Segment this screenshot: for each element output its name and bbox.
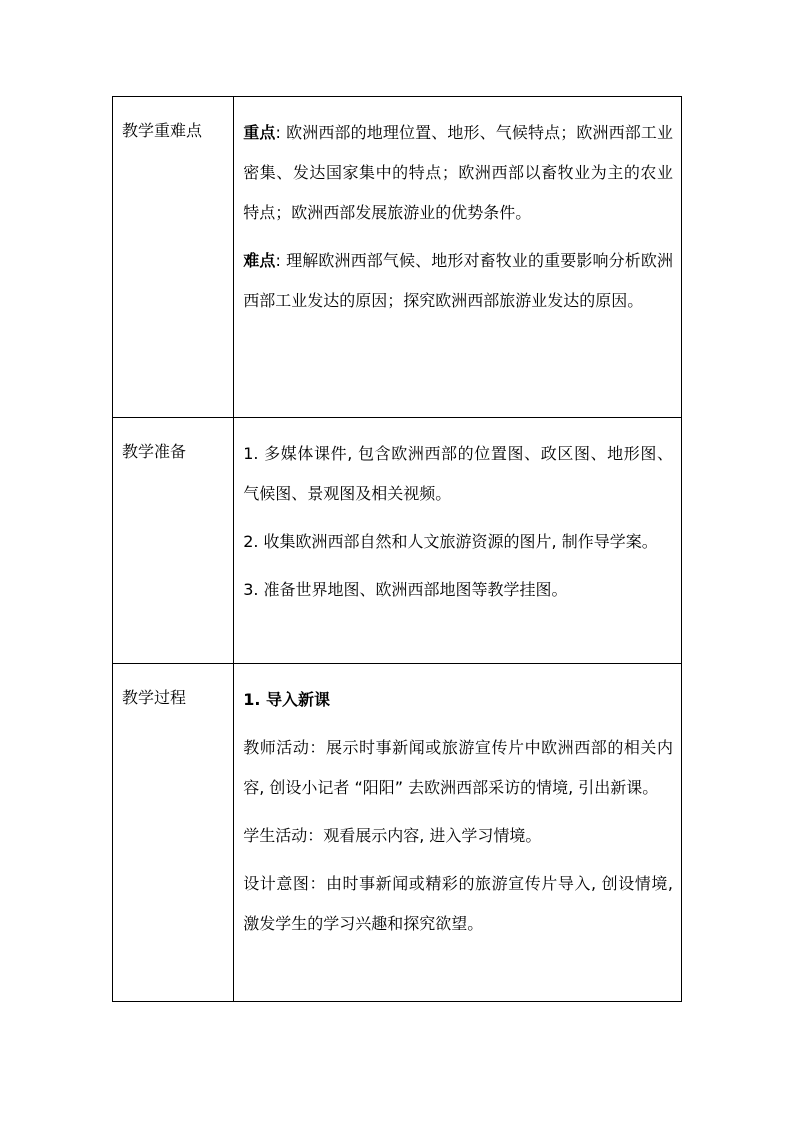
design-intent: 设计意图：由时事新闻或精彩的旅游宣传片导入, 创设情境, 激发学生的学习兴趣和探究欲望。: [243, 874, 673, 933]
difficulty-text: : 理解欧洲西部气候、地形对畜牧业的重要影响分析欧洲西部工业发达的原因；探究欧洲西部旅游业发达的原因。: [243, 251, 673, 310]
row-label: 教学过程: [113, 664, 234, 1002]
list-item: 1. 多媒体课件, 包含欧洲西部的位置图、政区图、地形图、气候图、景观图及相关视频。: [243, 444, 673, 503]
difficulty-lead: 难点: [243, 251, 276, 270]
row-content: [234, 97, 682, 418]
key-point-paragraph: [243, 113, 673, 233]
table-row-key-points: [113, 97, 682, 418]
list-item: 3. 准备世界地图、欧洲西部地图等教学挂图。: [243, 580, 568, 599]
table-row-preparation: [113, 418, 682, 664]
student-activity: 学生活动：观看展示内容, 进入学习情境。: [243, 826, 542, 845]
lesson-plan-table: [112, 96, 682, 1002]
row-content: [234, 418, 682, 664]
key-point-lead: 重点: [243, 123, 276, 142]
teacher-activity: 教师活动：展示时事新闻或旅游宣传片中欧洲西部的相关内容, 创设小记者 “阳阳” 去欧洲西部采访的情境, 引出新课。: [243, 738, 673, 797]
difficulty-paragraph: [243, 241, 673, 321]
key-point-text: : 欧洲西部的地理位置、地形、气候特点；欧洲西部工业密集、发达国家集中的特点；欧洲西部以畜牧业为主的农业特点；欧洲西部发展旅游业的优势条件。: [243, 123, 673, 222]
row-content: [234, 664, 682, 1002]
table-row-process: [113, 664, 682, 1002]
row-label: 教学准备: [113, 418, 234, 664]
list-item: 2. 收集欧洲西部自然和人文旅游资源的图片, 制作导学案。: [243, 532, 658, 551]
row-label: 教学重难点: [113, 97, 234, 418]
section-heading: 1. 导入新课: [243, 690, 330, 709]
